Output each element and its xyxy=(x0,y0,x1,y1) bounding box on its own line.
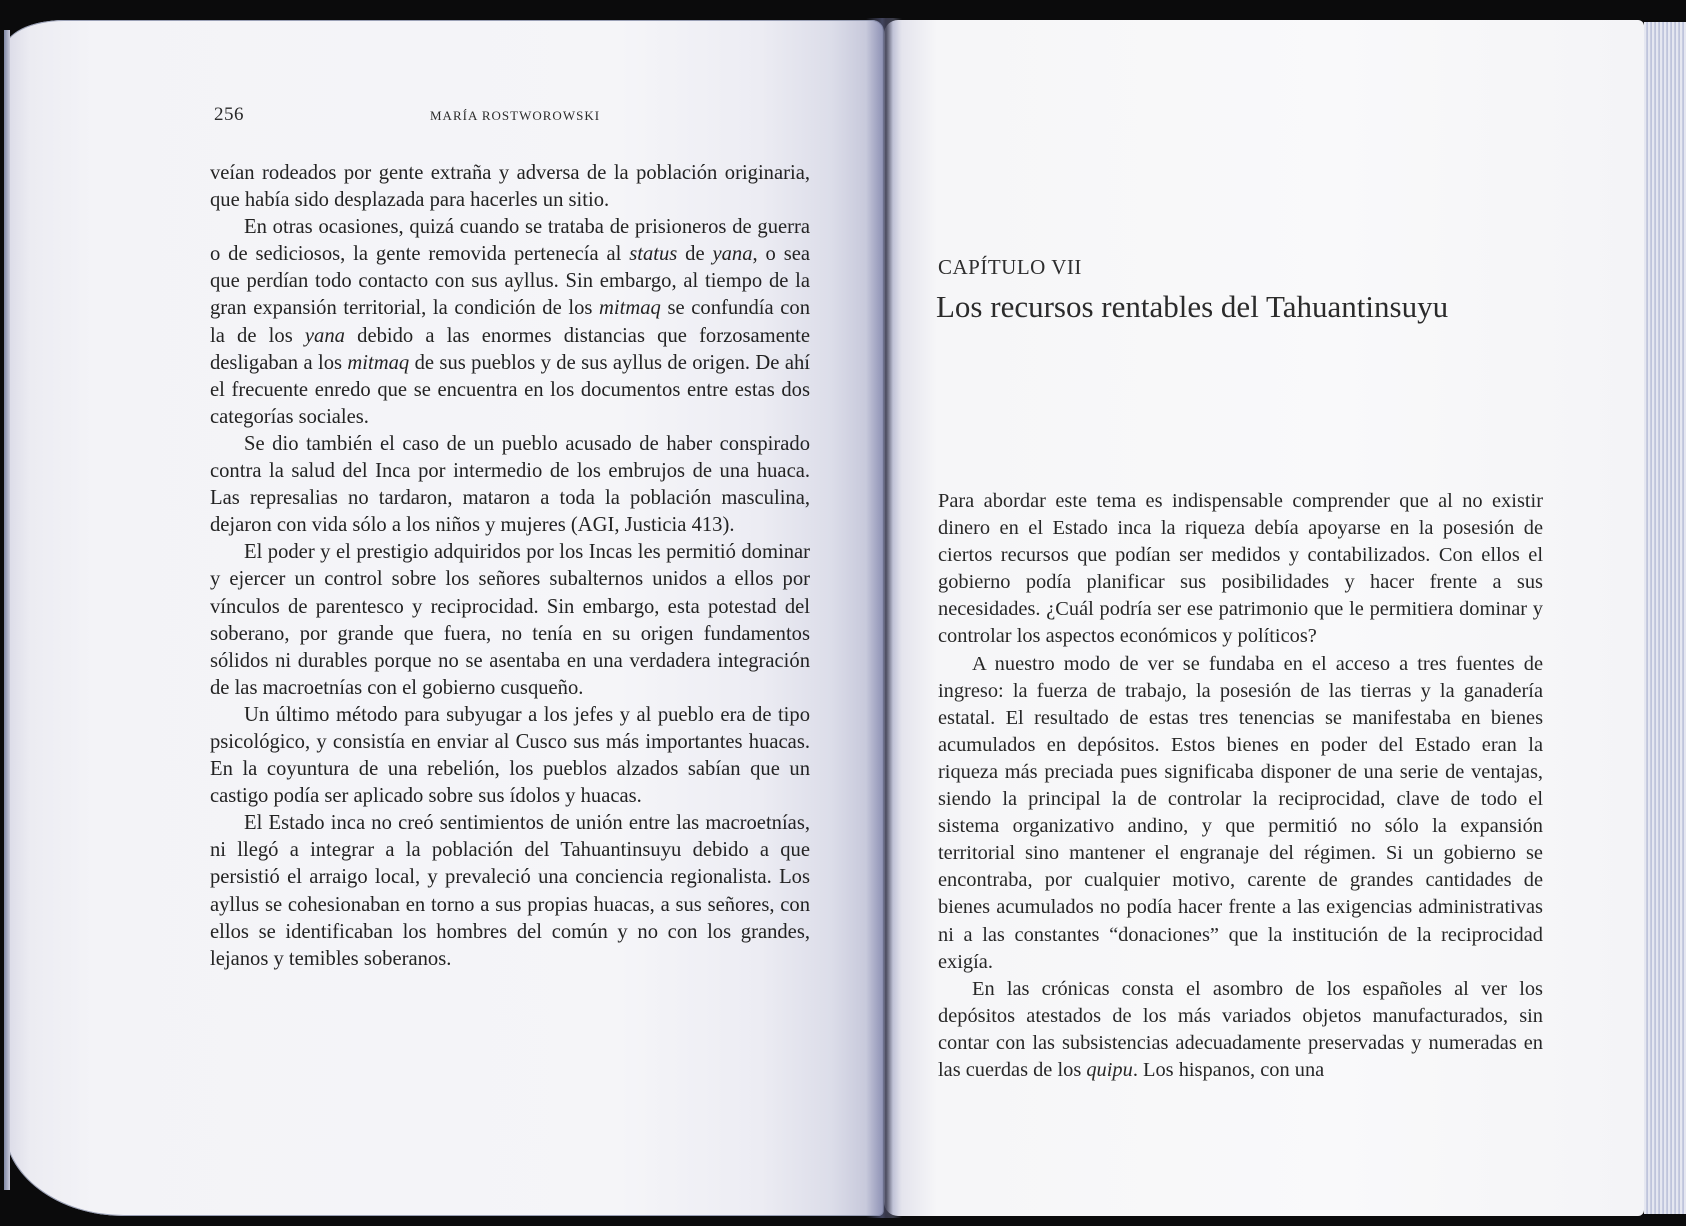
italic-term: status xyxy=(629,243,678,266)
chapter-label: CAPÍTULO VII xyxy=(938,255,1082,279)
italic-term: yana xyxy=(712,243,753,266)
italic-term: mitmaq xyxy=(347,351,410,374)
left_page-paragraph xyxy=(210,431,810,539)
text-run: se confundía con la de los xyxy=(210,297,810,347)
left_page-paragraph xyxy=(210,539,810,702)
right-page-body xyxy=(938,488,1543,1084)
left_page-paragraph xyxy=(210,160,810,214)
left_page-paragraph xyxy=(210,810,810,973)
left-page-edge xyxy=(4,30,10,1190)
right_page-paragraph xyxy=(938,976,1543,1084)
text-run: . Los hispanos, con una xyxy=(1132,1058,1325,1081)
text-run: de sus pueblos y de sus ayllus de origen. De ahí el frecuente enredo que se encuentra en los documentos entre estas dos categorías sociales. xyxy=(210,351,810,428)
italic-term: quipu xyxy=(1086,1058,1133,1081)
text-run: En otras ocasiones, quizá cuando se trataba de prisioneros de guerra o de sediciosos, la gente removida pertenecía al xyxy=(210,216,810,266)
text-run: de xyxy=(677,243,713,266)
italic-term: yana xyxy=(304,324,345,347)
text-run: Se dio también el caso de un pueblo acusado de haber conspirado contra la salud del Inca por intermedio de los embrujos de una huaca. Las represalias no tardaron, mataron a toda la población masculina, dejaron con vida sólo a los niños y mujeres (AGI, Justicia 413). xyxy=(210,432,810,537)
text-run: A nuestro modo de ver se fundaba en el acceso a tres fuentes de ingreso: la fuerza de trabajo, la posesión de las tierras y la ganadería estatal. El resultado de estas tres tenencias se manifestaba en bienes acumulados en depósitos. Estos bienes en poder del Estado eran la riqueza más preciada pues significaba disponer de una serie de ventajas, siendo la principal la de controlar la reciprocidad, clave de todo el sistema organizativo andino, y que permitió no sólo la expansión territorial sino mantener el engranaje del régimen. Si un gobierno se encontraba, por cualquier motivo, carente de grandes cantidades de bienes acumulados no podía hacer frente a las exigencias administrativas ni a las constantes “donaciones” que la institución de la reciprocidad exigía. xyxy=(938,652,1543,973)
text-run: En las crónicas consta el asombro de los españoles al ver los depósitos atestados de los más variados objetos manufacturados, sin contar con las subsistencias adecuadamente preservadas y numeradas en las cuerdas de los xyxy=(938,977,1543,1081)
left_page-paragraph xyxy=(210,214,810,431)
text-run: El Estado inca no creó sentimientos de unión entre las macroetnías, ni llegó a integrar a la población del Tahuantinsuyu debido a que persistió el arraigo local, y prevaleció una conciencia regionalista. Los ayllus se cohesionaban en torno a sus propias huacas, a sus señores, con ellos se identificaban los hombres del común y no con los grandes, lejanos y temibles soberanos. xyxy=(210,812,810,970)
text-run: Un último método para subyugar a los jefes y al pueblo era de tipo psicológico, y consistía en enviar al Cusco sus más importantes huacas. En la coyuntura de una rebelión, los pueblos alzados sabían que un castigo podía ser aplicado sobre sus ídolos y huacas. xyxy=(210,703,810,808)
text-run: debido a las enormes distancias que forzosamente desligaban a los xyxy=(210,324,810,374)
right_page-paragraph xyxy=(938,651,1543,976)
right_page-paragraph xyxy=(938,488,1543,651)
book-gutter xyxy=(866,18,902,1218)
left_page-paragraph xyxy=(210,702,810,810)
page-number: 256 xyxy=(214,104,244,125)
left-page-body xyxy=(210,160,810,973)
text-run: Para abordar este tema es indispensable comprender que al no existir dinero en el Estado inca la riqueza debía apoyarse en la posesión de ciertos recursos que podían ser medidos y contabilizados. Con ellos el gobierno podía planificar sus posibilidades y hacer frente a sus necesidades. ¿Cuál podría ser ese patrimonio que le permitiera dominar y controlar los aspectos económicos y políticos? xyxy=(938,490,1543,648)
text-run: veían rodeados por gente extraña y adversa de la población originaria, que había sido desplazada para hacerles un sitio. xyxy=(210,162,810,212)
text-run: , o sea que perdían todo contacto con sus ayllus. Sin embargo, al tiempo de la gran expansión territorial, la condición de los xyxy=(210,243,811,320)
right-page-stack xyxy=(1644,22,1686,1214)
italic-term: mitmaq xyxy=(599,297,661,320)
running-head: MARÍA ROSTWOROWSKI xyxy=(430,108,601,123)
text-run: El poder y el prestigio adquiridos por los Incas les permitió dominar y ejercer un control sobre los señores subalternos unidos a ellos por vínculos de parentesco y reciprocidad. Sin embargo, esta potestad del soberano, por grande que fuera, no tenía en su origen fundamentos sólidos ni durables porque no se asentaba en una verdadera integración de las macroetnías con el gobierno cusqueño. xyxy=(210,541,810,699)
chapter-title: Los recursos rentables del Tahuantinsuyu xyxy=(936,289,1449,324)
